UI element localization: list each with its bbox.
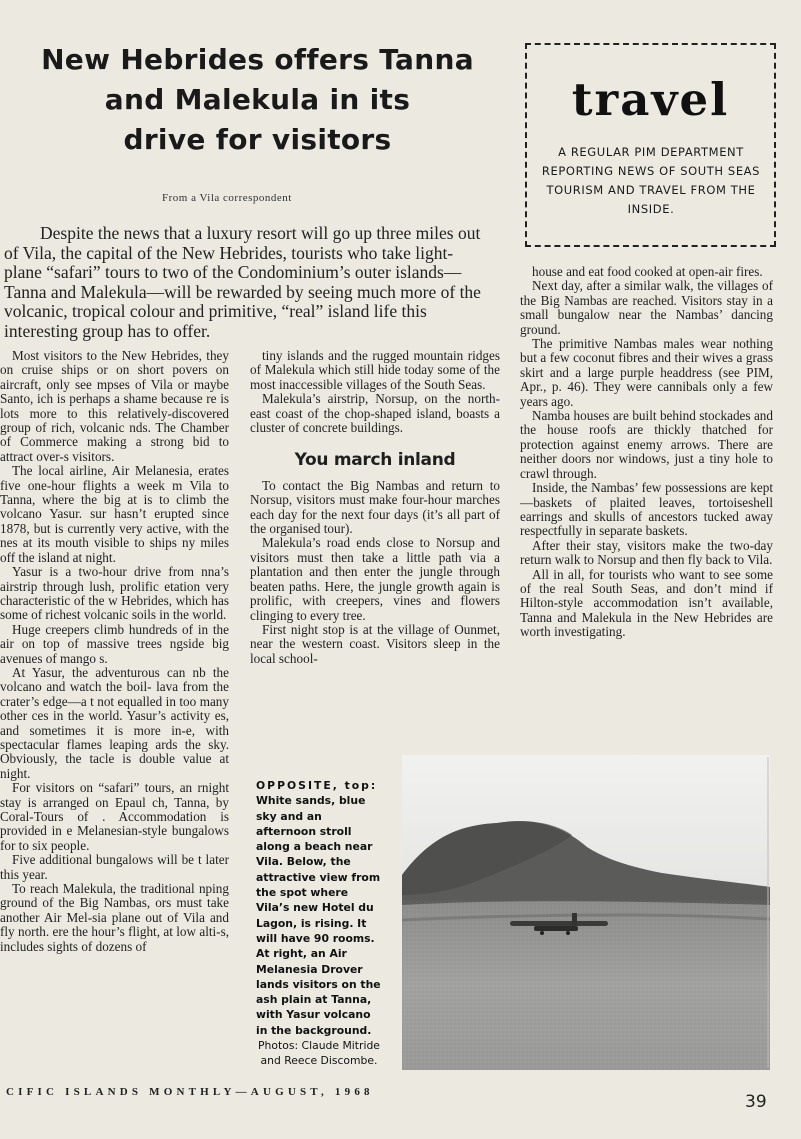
- travel-description: A REGULAR PIM DEPARTMENT REPORTING NEWS OF SOUTH SEAS TOURISM AND TRAVEL FROM THE INSIDE.: [541, 145, 761, 216]
- byline: From a Vila correspondent: [162, 192, 292, 204]
- column-3: [520, 265, 773, 735]
- photo-caption: [256, 778, 382, 1069]
- page-footer: CIFIC ISLANDS MONTHLY—AUGUST, 1968: [6, 1086, 374, 1098]
- paragraph: Next day, after a similar walk, the villages of the Big Nambas are reached. Visitors stay in a small bungalow near the Nambas’ dancing ground.: [520, 278, 773, 337]
- lede-paragraph: [4, 224, 486, 341]
- paragraph: To reach Malekula, the traditional nping ground of the Big Nambas, ors must take another Air Mel-sia plane out of Vila and fly north. ere the hour’s flight, at low alti-s, includes sights of dozens of: [0, 881, 229, 954]
- paragraph: The primitive Nambas males wear nothing but a few coconut fibres and their wives a grass skirt and a large purple headdress (see PIM, Apr., p. 46). They were cannibals only a few years ago.: [520, 336, 773, 409]
- column-2: [250, 349, 500, 733]
- paragraph: Malekula’s airstrip, Norsup, on the north-east coast of the chop-shaped island, boasts a cluster of concrete buildings.: [250, 391, 500, 436]
- paragraph: Namba houses are built behind stockades and the house roofs are thickly thatched for protection against enemy arrows. There are neither doors nor windows, just a tiny hole to crawl through.: [520, 408, 773, 481]
- paragraph: All in all, for tourists who want to see some of the real South Seas, and don’t mind if Hilton-style accommodation isn’t available, Tanna and Malekula in the New Hebrides are worth investigating.: [520, 566, 773, 640]
- paragraph: Inside, the Nambas’ few possessions are kept—baskets of plaited leaves, tortoiseshell earrings and skulls of ancestors tucked away respectfully in separate baskets.: [520, 480, 773, 539]
- headline-line-3: drive for visitors: [123, 123, 392, 156]
- paragraph: Huge creepers climb hundreds of in the air on top of massive trees ngside big avenues of mango s.: [0, 621, 229, 666]
- caption-lead: OPPOSITE, top:: [256, 779, 378, 792]
- caption-text: White sands, blue sky and an afternoon stroll along a beach near Vila. Below, the attractive view from the spot where Vila’s new Hotel du Lagon, is rising. It will have 90 rooms. At right, an Air Melanesia Drover lands visitors on the ash plain at Tanna, with Yasur volcano in the background.: [256, 794, 381, 1037]
- paragraph: At Yasur, the adventurous can nb the volcano and watch the boil- lava from the crater’s edge—a t not equalled in too many other ces in the world. Yasur’s activity es, and sometimes it is more in-e, with spectacular flames leaping ards the sky. Obviously, the tacle is double value at night.: [0, 664, 229, 781]
- subheading: You march inland: [294, 450, 456, 471]
- travel-department-box: [525, 43, 776, 247]
- travel-title: travel: [571, 73, 730, 126]
- paragraph: First night stop is at the village of Ounmet, near the western coast. Visitors sleep in the local school-: [250, 621, 500, 666]
- paragraph: The local airline, Air Melanesia, erates five one-hour flights a week m Vila to Tanna, where the big at is to climb the volcano Yasur. sur hasn’t erupted since 1878, but is currently very active, with the nes at its mouth visible to ships ny miles off the island at night.: [0, 463, 229, 565]
- paragraph: Yasur is a two-hour drive from nna’s airstrip through lush, prolific etation very characteristic of the w Hebrides, which has some of richest volcanic soils in the world.: [0, 564, 229, 623]
- page-number: 39: [745, 1092, 767, 1112]
- paragraph: Five additional bungalows will be t later this year.: [0, 852, 229, 882]
- photo-credit: Photos: Claude Mitride and Reece Discombe.: [258, 1039, 380, 1068]
- paragraph: After their stay, visitors make the two-day return walk to Norsup and then fly back to Vila.: [520, 537, 773, 568]
- paragraph: tiny islands and the rugged mountain ridges of Malekula which still hide today some of the most inaccessible villages of the South Seas.: [250, 349, 500, 392]
- headline-line-1: New Hebrides offers Tanna: [41, 43, 474, 76]
- paragraph: Most visitors to the New Hebrides, they on cruise ships or on short povers on aircraft, only see mpses of Vila or maybe Santo, ich is perhaps a shame because re is lots more to this relatively-discovered group of rich, volcanic nds. The Chamber of Commerce making a strong bid to attract over-s visitors.: [0, 349, 229, 464]
- paragraph: house and eat food cooked at open-air fires.: [532, 265, 763, 279]
- paragraph: For visitors on “safari” tours, an rnight stay is arranged on Epaul ch, Tanna, by Coral-Tours of . Accommodation is provided in e Melanesian-style bungalows for to six people.: [0, 780, 229, 853]
- lede-text: Despite the news that a luxury resort will go up three miles out of Vila, the capital of the New Hebrides, tourists who take light-plane “safari” tours to two of the Condominium’s outer islands—Tanna and Malekula—will be rewarded by seeing much more of the volcanic, tropical colour and primitive, “real” island life this interesting group has to offer.: [4, 223, 481, 341]
- headline-line-2: and Malekula in its: [104, 83, 411, 116]
- column-1: [0, 349, 229, 1065]
- photo-airplane-volcano: [402, 755, 770, 1070]
- headline: [10, 40, 505, 160]
- paragraph: Malekula’s road ends close to Norsup and visitors must then take a little path via a plantation and then enter the jungle through beaten paths. Here, the jungle growth again is prolific, with creepers, vines and flowers clinging to every tree.: [250, 535, 500, 623]
- paragraph: To contact the Big Nambas and return to Norsup, visitors must make four-hour marches each day for the next four days (it’s all part of the organised tour).: [250, 477, 500, 537]
